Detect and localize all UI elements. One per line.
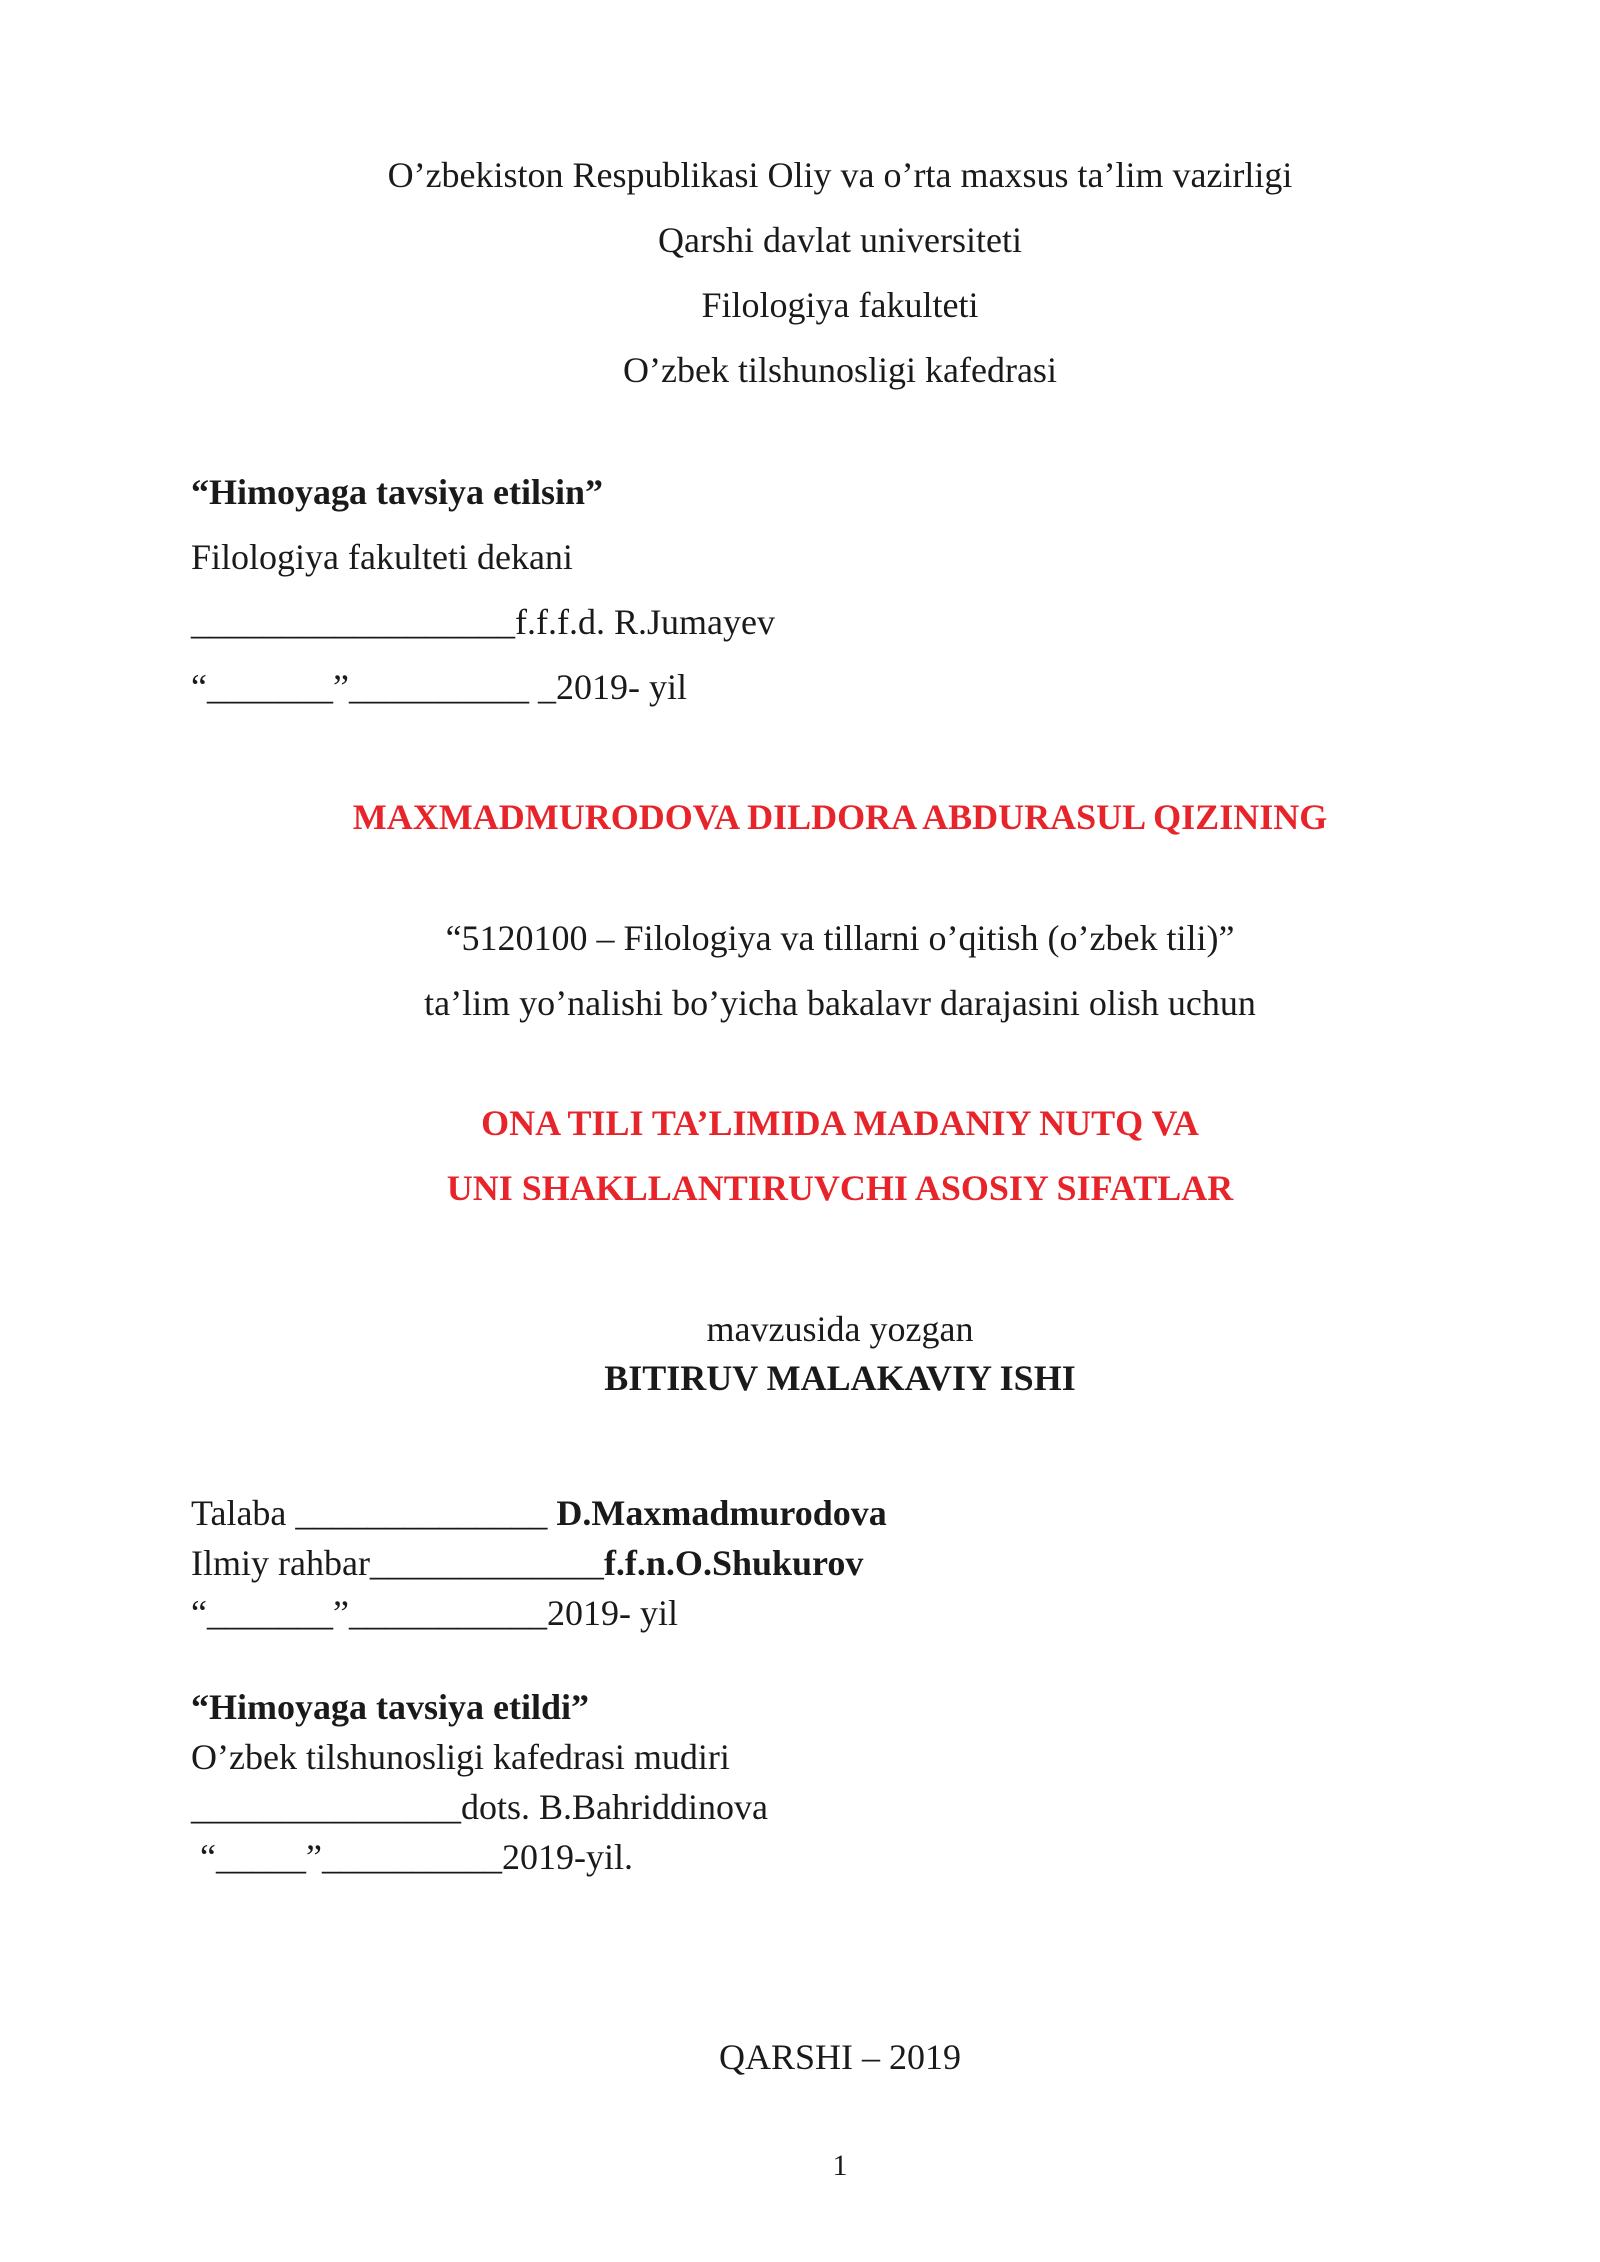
specialty-line-2: ta’lim yo’nalishi bo’yicha bakalavr darajasini olish uchun (424, 983, 1256, 1023)
department-head-signature-line: _______________dots. B.Bahriddinova (191, 1787, 768, 1827)
signatures-date-line: “_______”___________2019- yil (191, 1593, 678, 1633)
university-name: Qarshi davlat universiteti (658, 220, 1022, 260)
thesis-title-line-1: ONA TILI TA’LIMIDA MADANIY NUTQ VA (481, 1103, 1199, 1143)
supervisor-signature-label: Ilmiy rahbar_____________ (191, 1543, 604, 1583)
department-approval-heading: “Himoyaga tavsiya etildi” (191, 1687, 589, 1727)
department-name: O’zbek tilshunosligi kafedrasi (623, 350, 1057, 390)
student-full-name: MAXMADMURODOVA DILDORA ABDURASUL QIZINING (352, 797, 1328, 837)
student-signature-label: Talaba ______________ (191, 1493, 557, 1533)
supervisor-signature-name: f.f.n.O.Shukurov (603, 1543, 864, 1583)
dean-date-line: “_______”__________ _2019- yil (191, 667, 687, 707)
specialty-line-1: “5120100 – Filologiya va tillarni o’qitish (o’zbek tili)” (445, 918, 1235, 958)
place-year: QARSHI – 2019 (718, 2037, 961, 2077)
dean-signature-line: __________________f.f.f.d. R.Jumayev (191, 602, 775, 642)
dean-position: Filologiya fakulteti dekani (191, 537, 573, 577)
thesis-title-line-2: UNI SHAKLLANTIRUVCHI ASOSIY SIFATLAR (446, 1168, 1234, 1208)
page-number: 1 (832, 2149, 848, 2182)
department-head-position: O’zbek tilshunosligi kafedrasi mudiri (191, 1737, 730, 1777)
ministry-name: O’zbekiston Respublikasi Oliy va o’rta maxsus ta’lim vazirligi (387, 155, 1293, 195)
faculty-name: Filologiya fakulteti (701, 285, 979, 325)
supervisor-signature-row (191, 1540, 863, 1586)
student-signature-row (191, 1490, 887, 1536)
work-type-intro: mavzusida yozgan (706, 1309, 974, 1349)
work-type-title: BITIRUV MALAKAVIY ISHI (604, 1358, 1076, 1398)
dean-approval-heading: “Himoyaga tavsiya etilsin” (191, 472, 603, 512)
department-date-line: “_____”__________2019-yil. (191, 1837, 633, 1877)
student-signature-name: D.Maxmadmurodova (556, 1493, 887, 1533)
